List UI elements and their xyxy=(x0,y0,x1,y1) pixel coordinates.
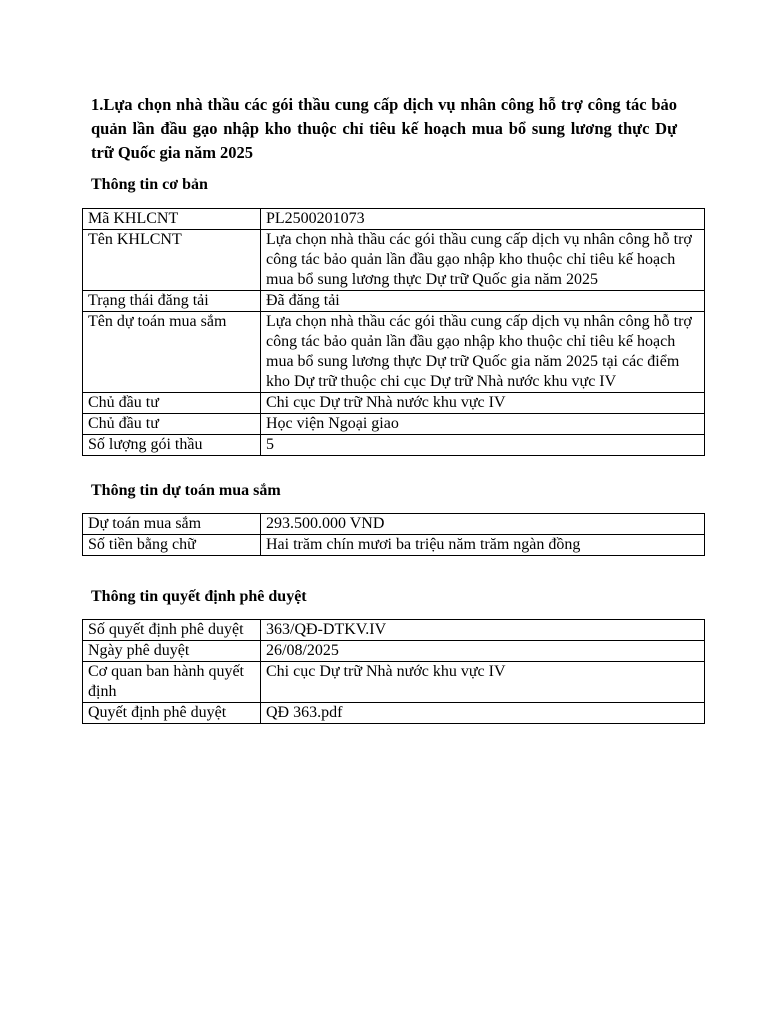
row-label: Chủ đầu tư xyxy=(83,393,261,414)
row-label: Số tiền bằng chữ xyxy=(83,535,261,556)
row-label: Trạng thái đăng tải xyxy=(83,291,261,312)
row-label: Chủ đầu tư xyxy=(83,414,261,435)
row-label: Dự toán mua sắm xyxy=(83,514,261,535)
row-value: Đã đăng tải xyxy=(261,291,705,312)
basic-info-table xyxy=(82,208,705,456)
table-row xyxy=(83,535,705,556)
row-value: Hai trăm chín mươi ba triệu năm trăm ngàn đồng xyxy=(261,535,705,556)
table-row xyxy=(83,620,705,641)
decision-file-link[interactable]: QĐ 363.pdf xyxy=(261,703,705,724)
row-label: Mã KHLCNT xyxy=(83,209,261,230)
document-title: 1.Lựa chọn nhà thầu các gói thầu cung cấp dịch vụ nhân công hỗ trợ công tác bảo quản lần đầu gạo nhập kho thuộc chỉ tiêu kế hoạch mua bổ sung lương thực Dự trữ Quốc gia năm 2025 xyxy=(91,95,677,162)
row-value: Lựa chọn nhà thầu các gói thầu cung cấp dịch vụ nhân công hỗ trợ công tác bảo quản lần đầu gạo nhập kho thuộc chỉ tiêu kế hoạch mua bổ sung lương thực Dự trữ Quốc gia năm 2025 tại các điểm kho Dự trữ thuộc chi cục Dự trữ Nhà nước khu vực IV xyxy=(261,312,705,393)
table-row xyxy=(83,291,705,312)
row-value: Học viện Ngoại giao xyxy=(261,414,705,435)
row-label: Quyết định phê duyệt xyxy=(83,703,261,724)
table-row xyxy=(83,514,705,535)
table-row xyxy=(83,703,705,724)
row-value: 293.500.000 VND xyxy=(261,514,705,535)
row-value: Lựa chọn nhà thầu các gói thầu cung cấp dịch vụ nhân công hỗ trợ công tác bảo quản lần đầu gạo nhập kho thuộc chỉ tiêu kế hoạch mua bổ sung lương thực Dự trữ Quốc gia năm 2025 xyxy=(261,230,705,291)
table-row xyxy=(83,230,705,291)
table-row xyxy=(83,435,705,456)
row-label: Ngày phê duyệt xyxy=(83,641,261,662)
section-heading-decision-info: Thông tin quyết định phê duyệt xyxy=(91,588,307,605)
table-row xyxy=(83,393,705,414)
row-value: Chi cục Dự trữ Nhà nước khu vực IV xyxy=(261,393,705,414)
section-heading-estimate-info: Thông tin dự toán mua sắm xyxy=(91,482,281,499)
table-row xyxy=(83,641,705,662)
row-label: Số lượng gói thầu xyxy=(83,435,261,456)
row-value: PL2500201073 xyxy=(261,209,705,230)
table-row xyxy=(83,662,705,703)
row-value: Chi cục Dự trữ Nhà nước khu vực IV xyxy=(261,662,705,703)
estimate-info-table xyxy=(82,513,705,556)
row-value: 363/QĐ-DTKV.IV xyxy=(261,620,705,641)
row-label: Số quyết định phê duyệt xyxy=(83,620,261,641)
row-label: Tên KHLCNT xyxy=(83,230,261,291)
row-value: 5 xyxy=(261,435,705,456)
row-value: 26/08/2025 xyxy=(261,641,705,662)
decision-info-table xyxy=(82,619,705,724)
row-label: Tên dự toán mua sắm xyxy=(83,312,261,393)
row-label: Cơ quan ban hành quyết định xyxy=(83,662,261,703)
table-row xyxy=(83,209,705,230)
section-heading-basic-info: Thông tin cơ bản xyxy=(91,176,208,193)
table-row xyxy=(83,414,705,435)
table-row xyxy=(83,312,705,393)
